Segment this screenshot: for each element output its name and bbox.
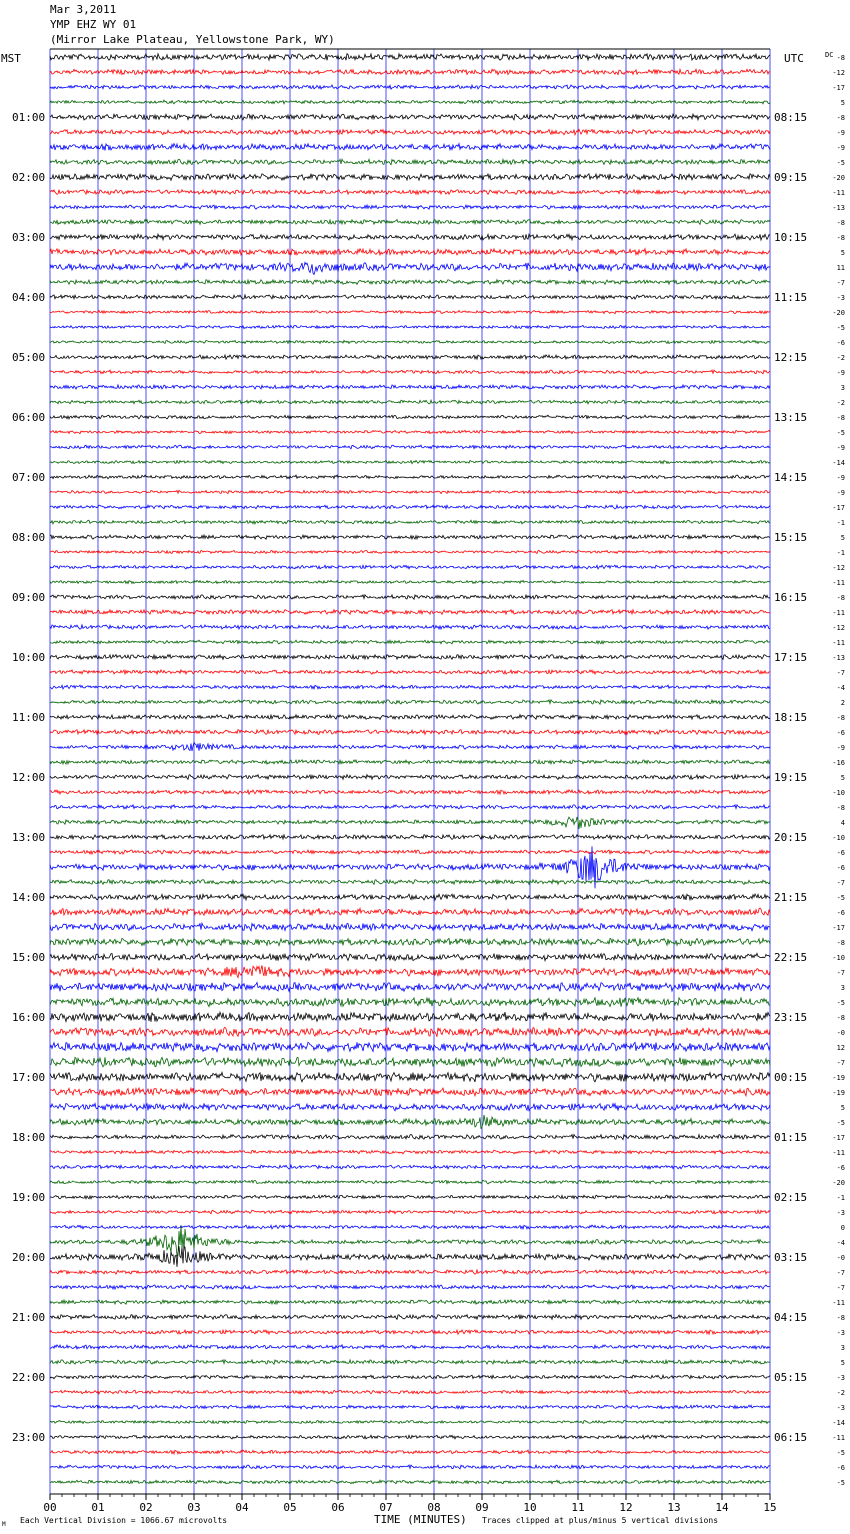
dc-offset: -1	[836, 519, 845, 527]
dc-offset: -5	[836, 1479, 845, 1487]
dc-offset: -7	[836, 1269, 845, 1277]
dc-offset: -7	[836, 669, 845, 677]
trace-line	[50, 805, 770, 809]
dc-offset: -13	[832, 654, 845, 662]
x-tick-label: 00	[43, 1501, 57, 1514]
hour-label-right: 00:15	[774, 1071, 808, 1084]
trace-line	[50, 1390, 770, 1394]
trace-line	[50, 1285, 770, 1289]
trace-line	[50, 190, 770, 195]
trace-line	[50, 1103, 770, 1110]
x-tick-label: 15	[763, 1501, 777, 1514]
dc-offset: -8	[836, 414, 845, 422]
trace-line	[50, 280, 770, 285]
dc-offset: -8	[836, 54, 845, 62]
dc-offset: -0	[836, 1254, 845, 1262]
trace-line	[50, 415, 770, 419]
x-axis-title: TIME (MINUTES)	[374, 1513, 467, 1526]
dc-offset: -6	[836, 1464, 845, 1472]
trace-line	[50, 85, 770, 89]
trace-line	[50, 1165, 770, 1169]
x-tick-label: 01	[91, 1501, 105, 1514]
hour-label-left: 17:00	[12, 1071, 46, 1084]
trace-line	[50, 262, 770, 274]
trace-line	[50, 700, 770, 704]
dc-offset: -6	[836, 909, 845, 917]
x-tick-label: 08	[427, 1501, 441, 1514]
dc-offset: -11	[832, 1149, 845, 1157]
dc-offset: -3	[836, 1404, 845, 1412]
trace-line	[50, 1012, 770, 1022]
trace-line	[50, 790, 770, 794]
dc-offset: -8	[836, 1014, 845, 1022]
trace-line	[50, 1435, 770, 1439]
dc-offset: -2	[836, 354, 845, 362]
dc-offset: -9	[836, 474, 845, 482]
dc-offset: -14	[832, 459, 845, 467]
trace-line	[50, 400, 770, 404]
dc-offset: -9	[836, 744, 845, 752]
dc-offset: -0	[836, 1029, 845, 1037]
dc-offset: -1	[836, 549, 845, 557]
x-tick-label: 03	[187, 1501, 201, 1514]
trace-line	[50, 760, 770, 764]
trace-line	[50, 850, 770, 854]
dc-offset: -9	[836, 144, 845, 152]
hour-label-left: 22:00	[12, 1371, 46, 1384]
dc-offset: -12	[832, 69, 845, 77]
trace-line	[50, 998, 770, 1007]
trace-line	[50, 817, 770, 829]
dc-offset: -9	[836, 444, 845, 452]
trace-line	[50, 715, 770, 720]
dc-offset: -11	[832, 1299, 845, 1307]
dc-offset: -3	[836, 1209, 845, 1217]
trace-line	[50, 1057, 770, 1067]
trace-line	[50, 69, 770, 74]
hour-label-left: 18:00	[12, 1131, 46, 1144]
trace-line	[50, 249, 770, 256]
trace-line	[50, 1135, 770, 1140]
trace-line	[50, 550, 770, 553]
hour-label-left: 06:00	[12, 411, 46, 424]
dc-offset: -13	[832, 204, 845, 212]
trace-line	[50, 1246, 770, 1267]
dc-offset: -5	[836, 324, 845, 332]
dc-offset: 3	[840, 1344, 845, 1352]
trace-line	[50, 894, 770, 900]
trace-line	[50, 445, 770, 449]
hour-label-left: 14:00	[12, 891, 46, 904]
trace-line	[50, 1226, 770, 1256]
trace-line	[50, 370, 770, 374]
dc-offset: 12	[836, 1044, 845, 1052]
trace-line	[50, 835, 770, 840]
dc-offset: -19	[832, 1089, 845, 1097]
hour-label-right: 10:15	[774, 231, 808, 244]
trace-line	[50, 340, 770, 343]
dc-offset: -8	[836, 1314, 845, 1322]
hour-label-right: 05:15	[774, 1371, 808, 1384]
dc-offset: -5	[836, 159, 845, 167]
traces	[50, 54, 770, 1484]
trace-line	[50, 1042, 770, 1051]
trace-line	[50, 775, 770, 780]
dc-offset: -8	[836, 714, 845, 722]
trace-line	[50, 505, 770, 509]
trace-line	[50, 1300, 770, 1304]
dc-offset: -6	[836, 729, 845, 737]
hour-label-left: 03:00	[12, 231, 46, 244]
hour-label-right: 15:15	[774, 531, 808, 544]
dc-offset: -17	[832, 84, 845, 92]
dc-offset: -5	[836, 999, 845, 1007]
hour-label-left: 05:00	[12, 351, 46, 364]
x-tick-label: 04	[235, 1501, 249, 1514]
dc-offset: 5	[840, 249, 845, 257]
x-tick-label: 11	[571, 1501, 585, 1514]
x-tick-label: 09	[475, 1501, 489, 1514]
dc-offset: -12	[832, 624, 845, 632]
hour-label-right: 19:15	[774, 771, 808, 784]
dc-offset: -8	[836, 804, 845, 812]
x-tick-label: 12	[619, 1501, 633, 1514]
hour-label-right: 20:15	[774, 831, 808, 844]
dc-offset: -5	[836, 429, 845, 437]
header-station: YMP EHZ WY 01	[50, 18, 137, 31]
trace-line	[50, 580, 770, 583]
trace-line	[50, 159, 770, 165]
trace-line	[50, 1315, 770, 1320]
trace-line	[50, 640, 770, 644]
trace-line	[50, 1225, 770, 1229]
trace-line	[50, 520, 770, 524]
trace-line	[50, 430, 770, 433]
trace-line	[50, 1420, 770, 1423]
dc-offset: -14	[832, 1419, 845, 1427]
dc-offset: -7	[836, 279, 845, 287]
trace-line	[50, 1270, 770, 1274]
x-tick-label: 06	[331, 1501, 345, 1514]
trace-line	[50, 730, 770, 735]
dc-offset: -11	[832, 1434, 845, 1442]
trace-line	[50, 938, 770, 946]
dc-offset: -12	[832, 564, 845, 572]
dc-offset: -5	[836, 894, 845, 902]
trace-line	[50, 1210, 770, 1214]
header-date: Mar 3,2011	[50, 3, 117, 16]
dc-offset: -6	[836, 339, 845, 347]
trace-line	[50, 1480, 770, 1484]
dc-offset: -3	[836, 1329, 845, 1337]
hour-label-left: 02:00	[12, 171, 46, 184]
dc-offset: 5	[840, 1359, 845, 1367]
trace-line	[50, 144, 770, 151]
hour-label-right: 08:15	[774, 111, 808, 124]
dc-offset: -10	[832, 789, 845, 797]
trace-line	[50, 385, 770, 389]
clip-note: Traces clipped at plus/minus 5 vertical divisions	[482, 1516, 719, 1525]
trace-line	[50, 1375, 770, 1379]
trace-line	[50, 174, 770, 181]
hour-label-left: 11:00	[12, 711, 46, 724]
hour-label-left: 16:00	[12, 1011, 46, 1024]
dc-offset: 2	[840, 699, 845, 707]
hour-label-right: 01:15	[774, 1131, 808, 1144]
hour-label-left: 13:00	[12, 831, 46, 844]
hour-label-left: 15:00	[12, 951, 46, 964]
dc-offset: -10	[832, 954, 845, 962]
header-location: (Mirror Lake Plateau, Yellowstone Park, WY)	[50, 33, 335, 46]
dc-offset: -20	[832, 1179, 845, 1187]
hour-label-right: 18:15	[774, 711, 808, 724]
dc-offset: -6	[836, 864, 845, 872]
trace-line	[50, 1072, 770, 1082]
dc-offset: -19	[832, 1074, 845, 1082]
trace-line	[50, 908, 770, 915]
hour-label-right: 13:15	[774, 411, 808, 424]
trace-line	[50, 1180, 770, 1184]
dc-offset: 4	[840, 819, 845, 827]
dc-offset: 3	[840, 384, 845, 392]
dc-offset: -8	[836, 219, 845, 227]
trace-line	[50, 965, 770, 977]
dc-offset: -17	[832, 924, 845, 932]
hour-label-right: 02:15	[774, 1191, 808, 1204]
dc-offset: -10	[832, 834, 845, 842]
hour-label-right: 14:15	[774, 471, 808, 484]
hour-label-right: 22:15	[774, 951, 808, 964]
trace-line	[50, 355, 770, 359]
hour-label-right: 03:15	[774, 1251, 808, 1264]
trace-line	[50, 1150, 770, 1154]
dc-offset: -5	[836, 1449, 845, 1457]
dc-offset: -11	[832, 189, 845, 197]
hour-label-left: 07:00	[12, 471, 46, 484]
hour-label-left: 12:00	[12, 771, 46, 784]
trace-line	[50, 983, 770, 992]
hour-label-left: 10:00	[12, 651, 46, 664]
trace-line	[50, 475, 770, 479]
hour-label-right: 16:15	[774, 591, 808, 604]
hour-label-left: 04:00	[12, 291, 46, 304]
dc-offset: -9	[836, 369, 845, 377]
scale-note: Each Vertical Division = 1066.67 microvolts	[20, 1516, 228, 1525]
dc-offset: -7	[836, 1059, 845, 1067]
trace-line	[50, 100, 770, 104]
x-tick-label: 02	[139, 1501, 153, 1514]
dc-offset: -8	[836, 594, 845, 602]
dc-offset: -5	[836, 1119, 845, 1127]
trace-line	[50, 311, 770, 314]
dc-offset: -4	[836, 1239, 845, 1247]
trace-line	[50, 130, 770, 135]
trace-line	[50, 460, 770, 463]
trace-line	[50, 1027, 770, 1036]
hour-label-left: 21:00	[12, 1311, 46, 1324]
dc-offset: -9	[836, 129, 845, 137]
dc-offset: 11	[836, 264, 845, 272]
trace-line	[50, 1345, 770, 1349]
hour-label-left: 08:00	[12, 531, 46, 544]
dc-offset: 0	[840, 1224, 845, 1232]
trace-line	[50, 490, 770, 493]
dc-offset: -4	[836, 684, 845, 692]
trace-line	[50, 923, 770, 931]
trace-line	[50, 114, 770, 120]
trace-line	[50, 595, 770, 599]
dc-offset: -8	[836, 234, 845, 242]
dc-offset: -11	[832, 609, 845, 617]
x-tick-label: 05	[283, 1501, 297, 1514]
trace-line	[50, 1465, 770, 1469]
trace-line	[50, 535, 770, 539]
dc-offset: -11	[832, 579, 845, 587]
hour-label-right: 21:15	[774, 891, 808, 904]
trace-line	[50, 325, 770, 328]
dc-offset: -7	[836, 879, 845, 887]
dc-offset: -17	[832, 1134, 845, 1142]
hour-label-left: 19:00	[12, 1191, 46, 1204]
trace-line	[50, 205, 770, 209]
dc-offset: 3	[840, 984, 845, 992]
dc-offset: -3	[836, 1374, 845, 1382]
dc-offset: -6	[836, 849, 845, 857]
hour-label-left: 23:00	[12, 1431, 46, 1444]
x-axis	[43, 1494, 776, 1514]
trace-line	[50, 655, 770, 660]
left-axis-label: MST	[1, 52, 21, 65]
trace-line	[50, 1115, 770, 1129]
trace-line	[50, 220, 770, 225]
trace-line	[50, 685, 770, 689]
trace-line	[50, 234, 770, 240]
hour-label-left: 01:00	[12, 111, 46, 124]
trace-line	[50, 1450, 770, 1454]
trace-line	[50, 1195, 770, 1199]
right-axis-label: UTC	[784, 52, 804, 65]
dc-label: DC	[825, 51, 834, 59]
trace-line	[50, 1088, 770, 1096]
trace-line	[50, 742, 770, 751]
dc-offset: 5	[840, 774, 845, 782]
hour-label-right: 06:15	[774, 1431, 808, 1444]
trace-line	[50, 54, 770, 61]
trace-line	[50, 1330, 770, 1334]
trace-line	[50, 295, 770, 299]
hour-label-right: 09:15	[774, 171, 808, 184]
trace-line	[50, 953, 770, 960]
trace-line	[50, 670, 770, 674]
trace-line	[50, 880, 770, 885]
dc-offset: -20	[832, 309, 845, 317]
trace-line	[50, 1405, 770, 1409]
dc-offset: -2	[836, 399, 845, 407]
dc-offset: -8	[836, 939, 845, 947]
dc-offset: -7	[836, 969, 845, 977]
dc-offset: 5	[840, 1104, 845, 1112]
hour-label-right: 17:15	[774, 651, 808, 664]
x-tick-label: 07	[379, 1501, 393, 1514]
trace-line	[50, 625, 770, 629]
dc-offset: -16	[832, 759, 845, 767]
dc-offset: -8	[836, 114, 845, 122]
dc-offset: -17	[832, 504, 845, 512]
hour-label-left: 09:00	[12, 591, 46, 604]
trace-line	[50, 565, 770, 569]
dc-offset: -20	[832, 174, 845, 182]
trace-line	[50, 1360, 770, 1364]
hour-label-right: 11:15	[774, 291, 808, 304]
hour-label-left: 20:00	[12, 1251, 46, 1264]
corner-mark: M	[2, 1521, 6, 1528]
dc-offset: -7	[836, 1284, 845, 1292]
x-tick-label: 14	[715, 1501, 729, 1514]
hour-label-right: 04:15	[774, 1311, 808, 1324]
dc-offset: -2	[836, 1389, 845, 1397]
dc-offset: 5	[840, 99, 845, 107]
dc-offset: -9	[836, 489, 845, 497]
dc-offset: -1	[836, 1194, 845, 1202]
hour-label-right: 12:15	[774, 351, 808, 364]
dc-offset: -6	[836, 1164, 845, 1172]
dc-offset: -3	[836, 294, 845, 302]
x-tick-label: 10	[523, 1501, 537, 1514]
dc-offset: -11	[832, 639, 845, 647]
dc-offset: 5	[840, 534, 845, 542]
trace-line	[50, 610, 770, 615]
x-tick-label: 13	[667, 1501, 681, 1514]
hour-label-right: 23:15	[774, 1011, 808, 1024]
